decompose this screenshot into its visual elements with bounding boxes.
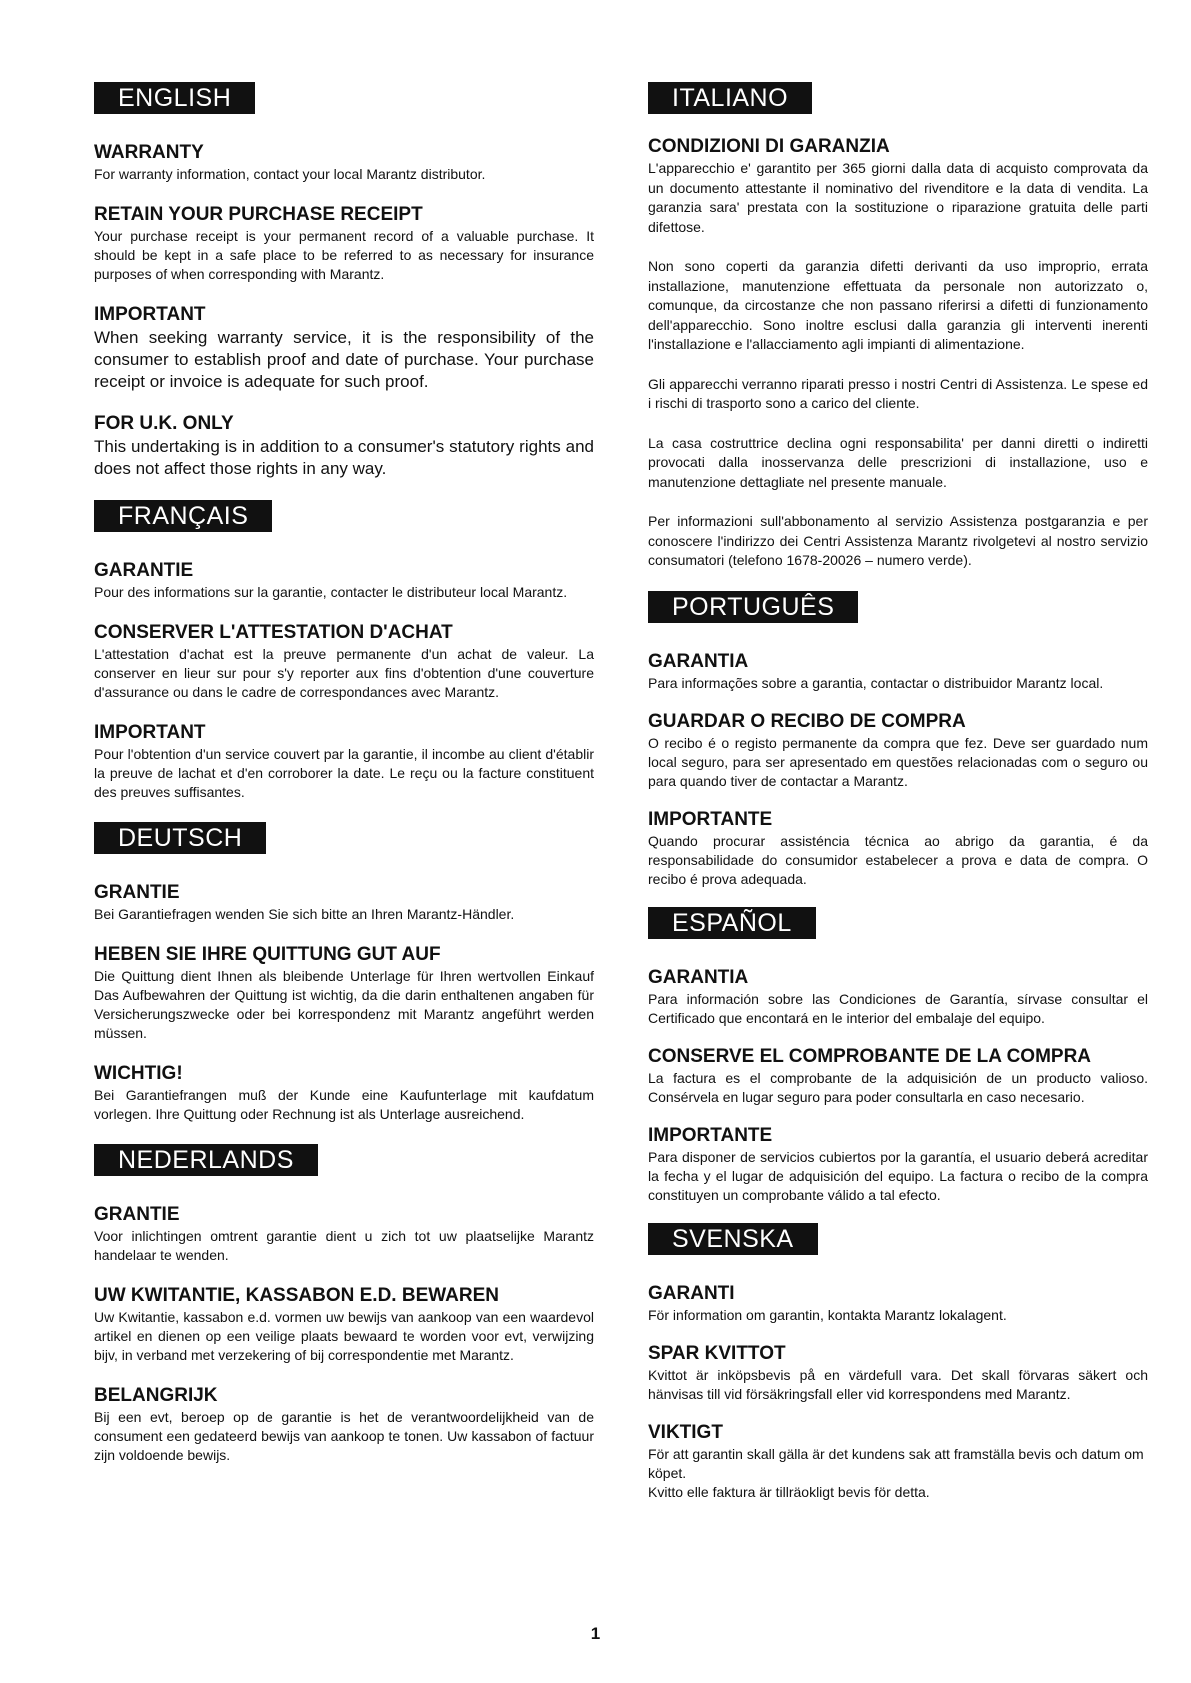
section-heading: WARRANTY bbox=[94, 142, 204, 163]
francais-block bbox=[94, 500, 594, 802]
svenska-header: SVENSKA bbox=[648, 1223, 818, 1255]
portugues-garantia bbox=[648, 651, 1148, 693]
espanol-header: ESPAÑOL bbox=[648, 907, 816, 939]
section-body: This undertaking is in addition to a consumer's statutory rights and does not affect those rights in any way. bbox=[94, 437, 594, 478]
deutsch-header: DEUTSCH bbox=[94, 822, 266, 854]
portugues-importante bbox=[648, 809, 1148, 889]
section-heading: IMPORTANT bbox=[94, 722, 206, 743]
francais-header: FRANÇAIS bbox=[94, 500, 272, 532]
section-body: För information om garantin, kontakta Marantz lokalagent. bbox=[648, 1306, 1007, 1323]
francais-garantie bbox=[94, 560, 594, 602]
english-retain-receipt bbox=[94, 204, 594, 284]
left-column bbox=[94, 82, 594, 1485]
francais-important bbox=[94, 722, 594, 802]
english-uk-only bbox=[94, 413, 594, 480]
svenska-block bbox=[648, 1223, 1148, 1502]
section-heading: WICHTIG! bbox=[94, 1063, 183, 1084]
section-heading: BELANGRIJK bbox=[94, 1385, 218, 1406]
nederlands-header: NEDERLANDS bbox=[94, 1144, 318, 1176]
section-body: Bei Garantiefrangen muß der Kunde eine Kaufunterlage mit kaufdatum vorlegen. Ihre Quittung oder Rechnung ist als Unterlage ausreichend. bbox=[94, 1087, 594, 1122]
italiano-paragraph: Gli apparecchi verranno riparati presso i nostri Centri di Assistenza. Le spese ed i rischi di trasporto sono a carico del cliente. bbox=[648, 375, 1148, 411]
right-column bbox=[648, 82, 1148, 1520]
english-header: ENGLISH bbox=[94, 82, 255, 114]
section-body: Voor inlichtingen omtrent garantie dient u zich tot uw plaatselijke Marantz handelaar te wenden. bbox=[94, 1228, 594, 1263]
portugues-guardar bbox=[648, 711, 1148, 791]
english-important bbox=[94, 304, 594, 393]
section-body: Pour l'obtention d'un service couvert par la garantie, il incombe au client d'établir la preuve de lachat et d'en corroborer la date. Le reçu ou la facture constituent des preuves suffisantes. bbox=[94, 746, 594, 800]
deutsch-quittung bbox=[94, 944, 594, 1043]
section-heading: IMPORTANTE bbox=[648, 808, 773, 830]
italiano-paragraph: La casa costruttrice declina ogni responsabilita' per danni diretti o indiretti provocati dalla inosservanza delle prescrizioni di installazione, uso e manutenzione dettagliate nel presente manuale. bbox=[648, 434, 1148, 490]
section-body: Para informações sobre a garantia, contactar o distribuidor Marantz local. bbox=[648, 674, 1104, 691]
portugues-header: PORTUGUÊS bbox=[648, 591, 858, 623]
svenska-garanti bbox=[648, 1283, 1148, 1325]
deutsch-wichtig bbox=[94, 1063, 594, 1124]
italiano-paragraph: Per informazioni sull'abbonamento al servizio Assistenza postgaranzia e per conoscere l'indirizzo dei Centri Assistenza Marantz rivolgetevi al nostro servizio consumatori (telefono 1678-20026 – numero verde). bbox=[648, 513, 1148, 568]
section-heading: GRANTIE bbox=[94, 882, 180, 903]
nederlands-block bbox=[94, 1144, 594, 1465]
svenska-spar-kvittot bbox=[648, 1343, 1148, 1404]
espanol-block bbox=[648, 907, 1148, 1205]
nederlands-belangrijk bbox=[94, 1385, 594, 1465]
italiano-heading: CONDIZIONI DI GARANZIA bbox=[648, 136, 890, 157]
english-warranty bbox=[94, 142, 594, 184]
section-body: La factura es el comprobante de la adquisición de un producto valioso. Consérvela en lugar seguro para poder consultarla en caso necesario. bbox=[648, 1069, 1148, 1105]
section-heading: GARANTIE bbox=[94, 560, 194, 581]
nederlands-kwitantie bbox=[94, 1285, 594, 1365]
section-body: För att garantin skall gälla är det kundens sak att framställa bevis och datum om köpet. bbox=[648, 1445, 1144, 1481]
section-body: Para información sobre las Condiciones de Garantía, sírvase consultar el Certificado que encontará en le interior del embalaje del equipo. bbox=[648, 990, 1148, 1026]
section-heading: CONSERVER L'ATTESTATION D'ACHAT bbox=[94, 622, 453, 643]
espanol-conserve bbox=[648, 1046, 1148, 1107]
italiano-paragraph: L'apparecchio e' garantito per 365 giorni dalla data di acquisto comprovata da un documento attestante il nominativo del rivenditore e la data di vendita. La garanzia sara' prestata con la sostituzione o riparazione gratuita delle parti difettose. bbox=[648, 160, 1148, 235]
section-body: For warranty information, contact your local Marantz distributor. bbox=[94, 166, 486, 182]
section-body: Quando procurar assisténcia técnica ao abrigo da garantia, é da responsabilidade do consumidor estabelecer a prova e data de compra. O recibo é prova adequada. bbox=[648, 832, 1148, 887]
section-body: Die Quittung dient Ihnen als bleibende Unterlage für Ihren wertvollen Einkauf Das Aufbewahren der Quittung ist wichtig, da die darin enthaltenen angaben für Versicherungszwecke oder bei korrespondenz mit Marantz angeführt werden müssen. bbox=[94, 968, 594, 1041]
deutsch-grantie bbox=[94, 882, 594, 924]
francais-conserver bbox=[94, 622, 594, 702]
section-heading: IMPORTANT bbox=[94, 304, 206, 325]
section-heading: UW KWITANTIE, KASSABON E.D. BEWAREN bbox=[94, 1285, 499, 1306]
section-body: L'attestation d'achat est la preuve permanente d'un achat de valeur. La conserver en lieur sur pour s'y reporter aux fins d'obtention d'une couverture d'assurance ou dans le cadre de correspondances avec Marantz. bbox=[94, 646, 594, 700]
english-block bbox=[94, 82, 594, 480]
section-heading: FOR U.K. ONLY bbox=[94, 413, 234, 434]
portugues-block bbox=[648, 591, 1148, 889]
section-heading: IMPORTANTE bbox=[648, 1124, 773, 1146]
section-heading: GARANTIA bbox=[648, 650, 749, 672]
svenska-viktigt bbox=[648, 1422, 1148, 1502]
section-heading: GRANTIE bbox=[94, 1204, 180, 1225]
section-body: Pour des informations sur la garantie, contacter le distributeur local Marantz. bbox=[94, 584, 568, 600]
italiano-block bbox=[648, 82, 1148, 571]
section-body: Bei Garantiefragen wenden Sie sich bitte an Ihren Marantz-Händler. bbox=[94, 906, 515, 922]
section-body: Kvitto elle faktura är tillräokligt bevis för detta. bbox=[648, 1483, 930, 1500]
deutsch-block bbox=[94, 822, 594, 1124]
section-body: Bij een evt, beroep op de garantie is het de verantwoordelijkheid van de consument een gedateerd bewijs van aankoop te tonen. Uw kassabon of factuur zijn voldoende bewijs. bbox=[94, 1409, 594, 1463]
section-heading: RETAIN YOUR PURCHASE RECEIPT bbox=[94, 204, 423, 225]
section-body: Kvittot är inköpsbevis på en värdefull vara. Det skall förvaras säkert och hänvisas till vid försäkringsfall eller vid korrespondens med Marantz. bbox=[648, 1366, 1148, 1402]
section-body: Para disponer de servicios cubiertos por la garantía, el usuario deberá acreditar la fecha y el lugar de adquisición del equipo. La factura o recibo de la compra constituyen un comprobante válido a tal efecto. bbox=[648, 1148, 1148, 1203]
section-heading: SPAR KVITTOT bbox=[648, 1342, 786, 1364]
nederlands-grantie bbox=[94, 1204, 594, 1265]
section-heading: GUARDAR O RECIBO DE COMPRA bbox=[648, 710, 966, 732]
italiano-paragraph: Non sono coperti da garanzia difetti derivanti da uso improprio, errata installazione, manutenzione effettuata da personale non autorizzato o, comunque, da circostanze che non passano riferirsi a difetti di funzionamento dell'apparecchio. Sono inoltre esclusi dalla garanzia gli interventi inerenti l'installazione e l'allacciamento agli impianti di alimentazione. bbox=[648, 258, 1148, 352]
section-heading: GARANTI bbox=[648, 1282, 735, 1304]
page-number: 1 bbox=[590, 1624, 601, 1643]
italiano-header: ITALIANO bbox=[648, 82, 812, 114]
section-body: O recibo é o registo permanente da compra que fez. Deve ser guardado num local seguro, para ser apresentado em questões relacionadas com o seguro ou para quando tiver de contactar a Marantz. bbox=[648, 734, 1148, 789]
section-heading: CONSERVE EL COMPROBANTE DE LA COMPRA bbox=[648, 1045, 1092, 1067]
espanol-importante bbox=[648, 1125, 1148, 1205]
section-body: When seeking warranty service, it is the responsibility of the consumer to establish proof and date of purchase. Your purchase receipt or invoice is adequate for such proof. bbox=[94, 328, 594, 391]
espanol-garantia bbox=[648, 967, 1148, 1028]
section-heading: VIKTIGT bbox=[648, 1421, 723, 1443]
section-heading: HEBEN SIE IHRE QUITTUNG GUT AUF bbox=[94, 944, 441, 965]
section-body: Uw Kwitantie, kassabon e.d. vormen uw bewijs van aankoop van een waardevol artikel en dienen op een veilige plaats bewaard te worden voor evt, verwijzing bijv, in verband met verzekering of bij correspondentie met Marantz. bbox=[94, 1309, 594, 1363]
section-body: Your purchase receipt is your permanent record of a valuable purchase. It should be kept in a safe place to be referred to as necessary for insurance purposes of when corresponding with Marantz. bbox=[94, 228, 594, 282]
section-heading: GARANTIA bbox=[648, 966, 749, 988]
